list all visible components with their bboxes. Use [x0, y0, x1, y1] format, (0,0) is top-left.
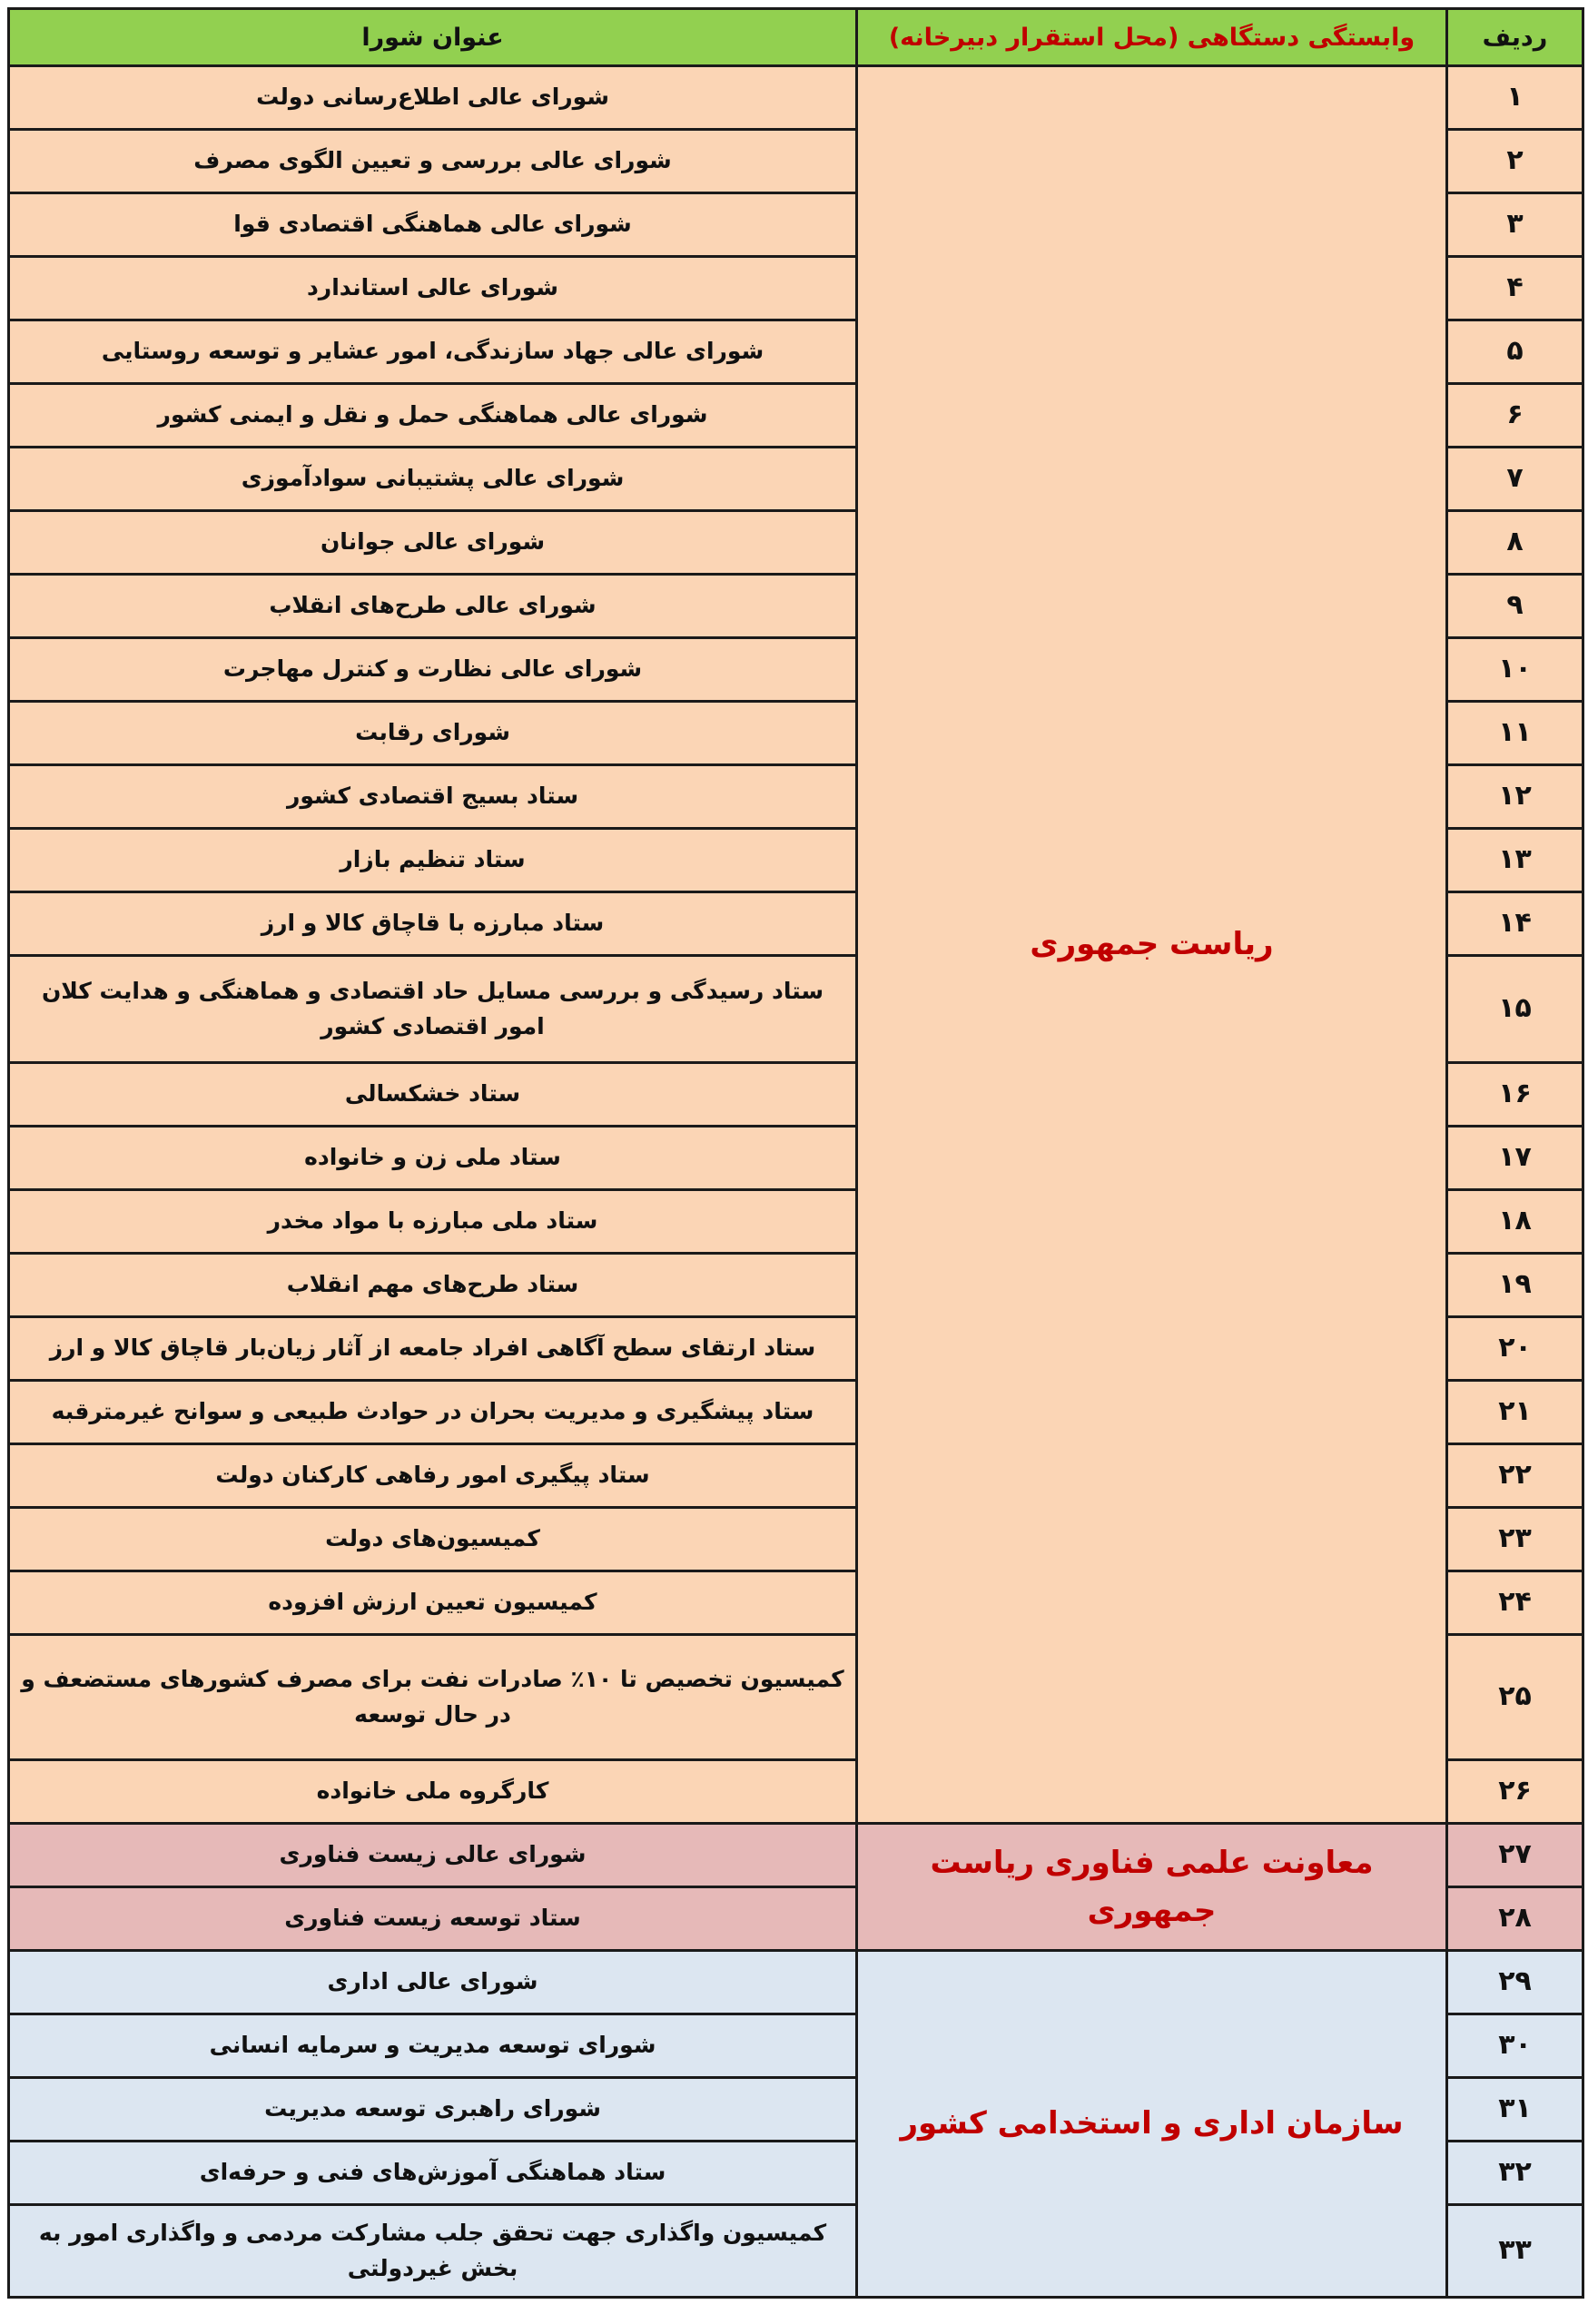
row-number-cell: ۲۰ [1447, 1317, 1583, 1381]
row-number-cell: ۳۲ [1447, 2142, 1583, 2205]
row-number-cell: ۳۱ [1447, 2078, 1583, 2142]
council-title-cell: شورای عالی جوانان [9, 511, 857, 575]
council-title-cell: شورای عالی استاندارد [9, 257, 857, 320]
row-number-cell: ۳ [1447, 193, 1583, 257]
row-number-cell: ۱ [1447, 66, 1583, 130]
row-number-cell: ۱۴ [1447, 892, 1583, 956]
header-row-number: ردیف [1447, 9, 1583, 66]
council-title-cell: ستاد پیگیری امور رفاهی کارکنان دولت [9, 1444, 857, 1508]
row-number-cell: ۸ [1447, 511, 1583, 575]
row-number-cell: ۲۹ [1447, 1951, 1583, 2014]
row-number-cell: ۵ [1447, 320, 1583, 384]
council-title-cell: شورای توسعه مدیریت و سرمایه انسانی [9, 2014, 857, 2078]
row-number-cell: ۱۰ [1447, 638, 1583, 702]
council-title-cell: شورای عالی اداری [9, 1951, 857, 2014]
row-number-cell: ۷ [1447, 448, 1583, 511]
council-title-cell: شورای عالی هماهنگی اقتصادی قوا [9, 193, 857, 257]
affiliation-cell: سازمان اداری و استخدامی کشور [857, 1951, 1447, 2298]
row-number-cell: ۳۳ [1447, 2205, 1583, 2298]
council-title-cell: شورای عالی بررسی و تعیین الگوی مصرف [9, 130, 857, 193]
council-title-cell: کمیسیون‌های دولت [9, 1508, 857, 1571]
council-title-cell: ستاد توسعه زیست فناوری [9, 1887, 857, 1951]
council-title-cell: شورای عالی جهاد سازندگی، امور عشایر و توسعه روستایی [9, 320, 857, 384]
council-title-cell: کمیسیون تخصیص تا ۱۰٪ صادرات نفت برای مصرف کشورهای مستضعف و در حال توسعه [9, 1635, 857, 1760]
row-number-cell: ۲۲ [1447, 1444, 1583, 1508]
row-number-cell: ۲ [1447, 130, 1583, 193]
row-number-cell: ۱۵ [1447, 956, 1583, 1063]
row-number-cell: ۲۴ [1447, 1571, 1583, 1635]
councils-table [7, 7, 1584, 2299]
affiliation-cell: معاونت علمی فناوری ریاست جمهوری [857, 1824, 1447, 1951]
councils-table-container [7, 7, 1582, 2299]
council-title-cell: کمیسیون واگذاری جهت تحقق جلب مشارکت مردمی و واگذاری امور به بخش غیردولتی [9, 2205, 857, 2298]
row-number-cell: ۱۸ [1447, 1190, 1583, 1254]
affiliation-cell: ریاست جمهوری [857, 66, 1447, 1824]
row-number-cell: ۱۳ [1447, 829, 1583, 892]
council-title-cell: ستاد هماهنگی آموزش‌های فنی و حرفه‌ای [9, 2142, 857, 2205]
row-number-cell: ۱۶ [1447, 1063, 1583, 1127]
council-title-cell: کمیسیون تعیین ارزش افزوده [9, 1571, 857, 1635]
row-number-cell: ۱۱ [1447, 702, 1583, 765]
row-number-cell: ۲۸ [1447, 1887, 1583, 1951]
row-number-cell: ۲۱ [1447, 1381, 1583, 1444]
council-title-cell: شورای عالی پشتیبانی سوادآموزی [9, 448, 857, 511]
row-number-cell: ۱۷ [1447, 1127, 1583, 1190]
council-title-cell: ستاد رسیدگی و بررسی مسایل حاد اقتصادی و هماهنگی و هدایت کلان امور اقتصادی کشور [9, 956, 857, 1063]
header-council-title: عنوان شورا [9, 9, 857, 66]
row-number-cell: ۲۶ [1447, 1760, 1583, 1824]
council-title-cell: ستاد بسیج اقتصادی کشور [9, 765, 857, 829]
table-row [9, 66, 1583, 130]
council-title-cell: شورای عالی طرح‌های انقلاب [9, 575, 857, 638]
row-number-cell: ۲۳ [1447, 1508, 1583, 1571]
council-title-cell: شورای عالی هماهنگی حمل و نقل و ایمنی کشور [9, 384, 857, 448]
row-number-cell: ۴ [1447, 257, 1583, 320]
council-title-cell: شورای راهبری توسعه مدیریت [9, 2078, 857, 2142]
council-title-cell: ستاد ارتقای سطح آگاهی افراد جامعه از آثار زیان‌بار قاچاق کالا و ارز [9, 1317, 857, 1381]
header-affiliation: وابستگی دستگاهی (محل استقرار دبیرخانه) [857, 9, 1447, 66]
row-number-cell: ۲۵ [1447, 1635, 1583, 1760]
council-title-cell: ستاد خشکسالی [9, 1063, 857, 1127]
council-title-cell: ستاد طرح‌های مهم انقلاب [9, 1254, 857, 1317]
council-title-cell: شورای عالی زیست فناوری [9, 1824, 857, 1887]
row-number-cell: ۱۲ [1447, 765, 1583, 829]
header-row [9, 9, 1583, 66]
council-title-cell: شورای رقابت [9, 702, 857, 765]
council-title-cell: ستاد پیشگیری و مدیریت بحران در حوادث طبیعی و سوانح غیرمترقبه [9, 1381, 857, 1444]
council-title-cell: ستاد ملی زن و خانواده [9, 1127, 857, 1190]
row-number-cell: ۱۹ [1447, 1254, 1583, 1317]
council-title-cell: ستاد ملی مبارزه با مواد مخدر [9, 1190, 857, 1254]
council-title-cell: شورای عالی اطلاع‌رسانی دولت [9, 66, 857, 130]
row-number-cell: ۶ [1447, 384, 1583, 448]
council-title-cell: کارگروه ملی خانواده [9, 1760, 857, 1824]
row-number-cell: ۳۰ [1447, 2014, 1583, 2078]
council-title-cell: ستاد تنظیم بازار [9, 829, 857, 892]
table-row [9, 1951, 1583, 2014]
row-number-cell: ۲۷ [1447, 1824, 1583, 1887]
council-title-cell: ستاد مبارزه با قاچاق کالا و ارز [9, 892, 857, 956]
council-title-cell: شورای عالی نظارت و کنترل مهاجرت [9, 638, 857, 702]
row-number-cell: ۹ [1447, 575, 1583, 638]
table-row [9, 1824, 1583, 1887]
